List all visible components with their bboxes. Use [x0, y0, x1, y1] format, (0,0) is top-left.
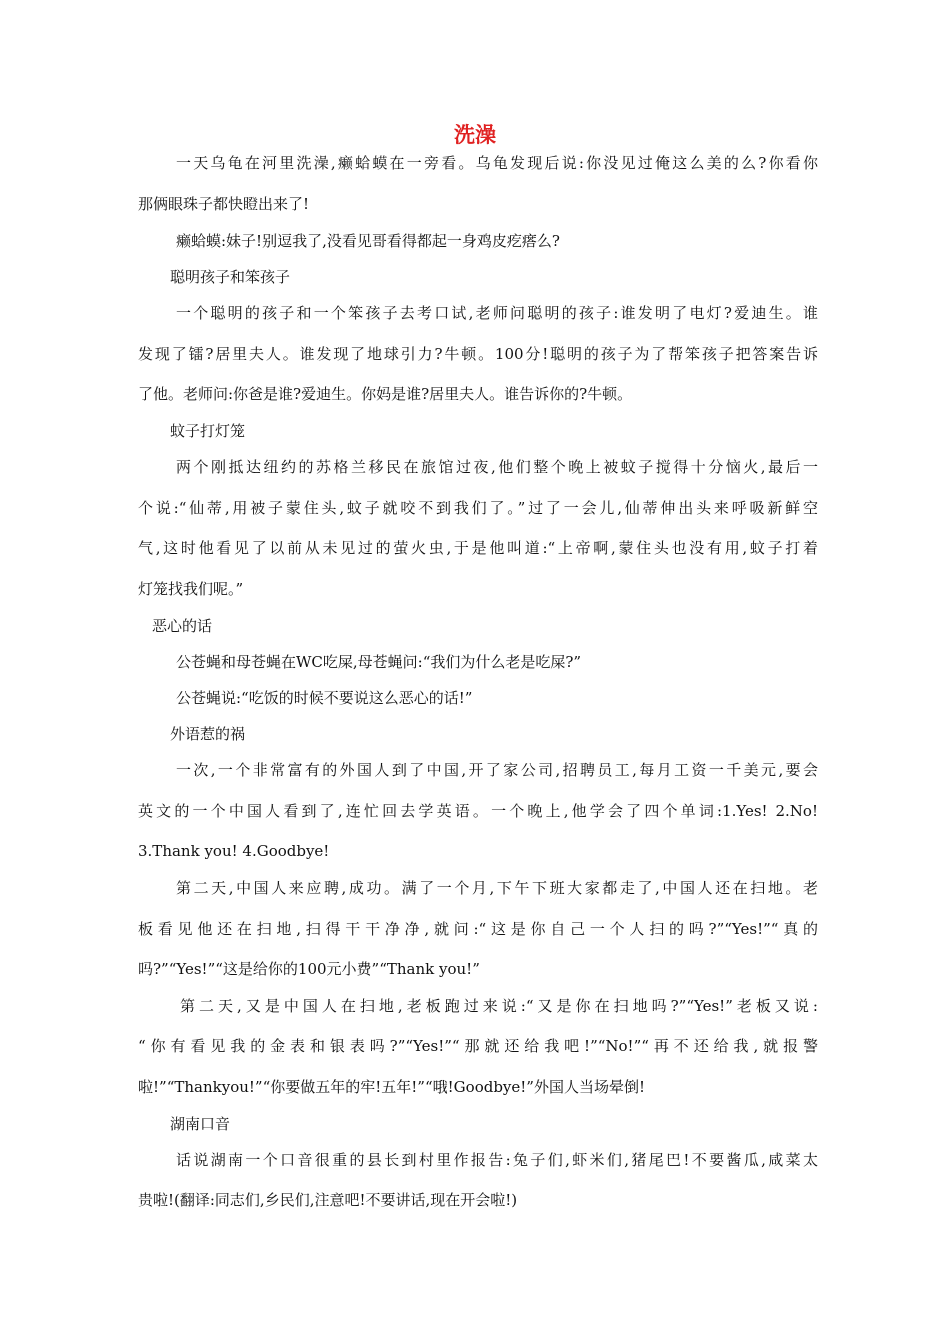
text-line: 聪明孩子和笨孩子 [170, 268, 291, 286]
text-line: 一个聪明的孩子和一个笨孩子去考口试,老师问聪明的孩子:谁发明了电灯?爱迪生。谁 [176, 304, 818, 322]
text-line: 吗?”“Yes!”“这是给你的100元小费”“Thank you!” [138, 960, 480, 978]
text-line: 英文的一个中国人看到了,连忙回去学英语。一个晚上,他学会了四个单词:1.Yes! 2.No! [138, 802, 818, 820]
text-line: 蚊子打灯笼 [170, 422, 246, 440]
text-line: 灯笼找我们呢。” [138, 580, 244, 598]
text-line: 板看见他还在扫地,扫得干干净净,就问:“这是你自己一个人扫的吗?”“Yes!”“真的 [138, 920, 818, 938]
text-line: 话说湖南一个口音很重的县长到村里作报告:兔子们,虾米们,猪尾巴!不要酱瓜,咸菜太 [176, 1151, 818, 1169]
text-line: 第二天,又是中国人在扫地,老板跑过来说:“又是你在扫地吗?”“Yes!”老板又说: [180, 997, 818, 1015]
text-line: “你有看见我的金表和银表吗?”“Yes!”“那就还给我吧!”“No!”“再不还给我,就报警 [138, 1037, 818, 1055]
text-line: 发现了镭?居里夫人。谁发现了地球引力?牛顿。100分!聪明的孩子为了帮笨孩子把答案告诉 [138, 345, 818, 363]
text-line: 癞蛤蟆:妹子!别逗我了,没看见哥看得都起一身鸡皮疙瘩么? [176, 232, 560, 250]
text-line: 一次,一个非常富有的外国人到了中国,开了家公司,招聘员工,每月工资一千美元,要会 [176, 761, 818, 779]
text-line: 公苍蝇和母苍蝇在WC吃屎,母苍蝇问:“我们为什么老是吃屎?” [176, 653, 582, 671]
document-title: 洗澡 [454, 123, 496, 147]
text-line: 公苍蝇说:“吃饭的时候不要说这么恶心的话!” [176, 689, 473, 707]
text-line: 恶心的话 [152, 617, 213, 635]
text-line: 外语惹的祸 [170, 725, 246, 743]
text-line: 3.Thank you! 4.Goodbye! [138, 842, 330, 860]
text-line: 了他。老师问:你爸是谁?爱迪生。你妈是谁?居里夫人。谁告诉你的?牛顿。 [138, 385, 633, 403]
text-line: 个说:“仙蒂,用被子蒙住头,蚊子就咬不到我们了。”过了一会儿,仙蒂伸出头来呼吸新鲜空 [138, 499, 818, 517]
text-line: 气,这时他看见了以前从未见过的萤火虫,于是他叫道:“上帝啊,蒙住头也没有用,蚊子打着 [138, 539, 818, 557]
text-line: 贵啦!(翻译:同志们,乡民们,注意吧!不要讲话,现在开会啦!) [138, 1191, 518, 1209]
text-line: 一天乌龟在河里洗澡,癞蛤蟆在一旁看。乌龟发现后说:你没见过俺这么美的么?你看你 [176, 154, 818, 172]
text-line: 第二天,中国人来应聘,成功。满了一个月,下午下班大家都走了,中国人还在扫地。老 [176, 879, 818, 897]
text-line: 啦!”“Thankyou!”“你要做五年的牢!五年!”“哦!Goodbye!”外国人当场晕倒! [138, 1078, 645, 1096]
text-line: 两个刚抵达纽约的苏格兰移民在旅馆过夜,他们整个晚上被蚊子搅得十分恼火,最后一 [176, 458, 818, 476]
text-line: 那俩眼珠子都快瞪出来了! [138, 195, 310, 213]
text-line: 湖南口音 [170, 1115, 231, 1133]
